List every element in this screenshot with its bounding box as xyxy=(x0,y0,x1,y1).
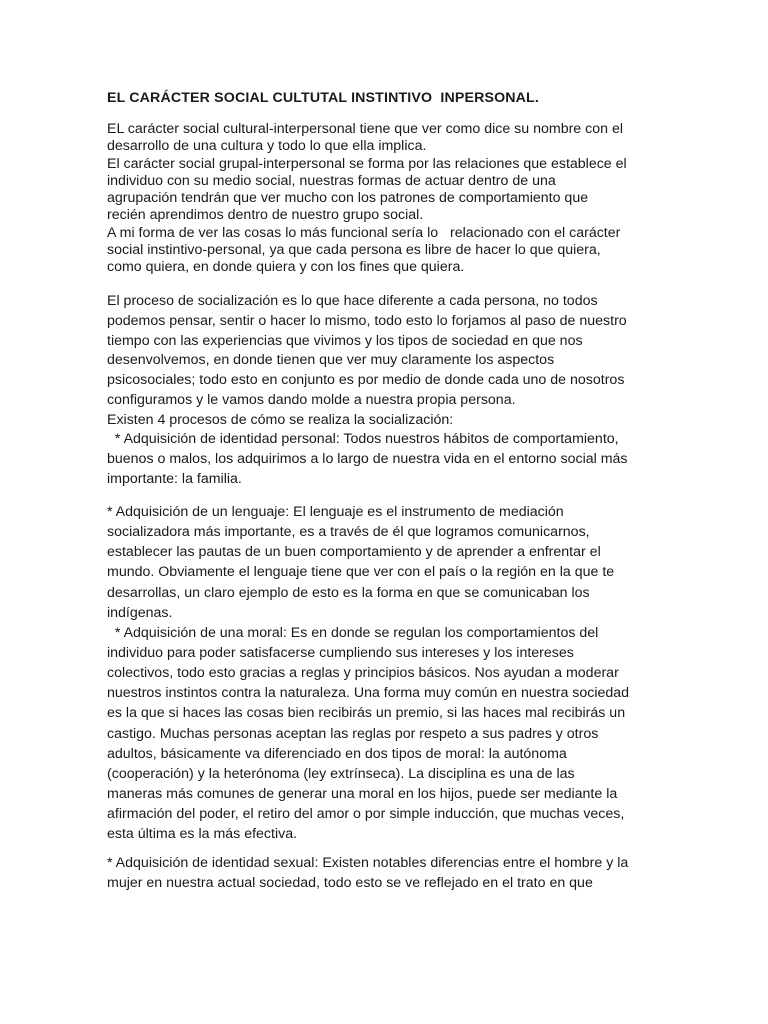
text-line: * Adquisición de identidad personal: Todos nuestros hábitos de comportamiento, xyxy=(107,431,619,448)
text-line: desarrollas, un claro ejemplo de esto es la forma en que se comunicaban los xyxy=(107,584,590,601)
text-line: buenos o malos, los adquirimos a lo largo de nuestra vida en el entorno social más xyxy=(107,451,628,467)
text-line: afirmación del poder, el retiro del amor o por simple inducción, que muchas veces, xyxy=(107,806,625,823)
text-line: colectivos, todo esto gracias a reglas y principios básicos. Nos ayudan a moderar xyxy=(107,665,619,682)
text-line: desenvolvemos, en donde tienen que ver muy claramente los aspectos xyxy=(107,352,555,369)
text-line: mujer en nuestra actual sociedad, todo esto se ve reflejado en el trato en que xyxy=(107,875,593,891)
text-line: maneras más comunes de generar una moral en los hijos, puede ser mediante la xyxy=(107,785,618,802)
text-line: establecer las pautas de un buen comportamiento y de aprender a enfrentar el xyxy=(107,544,601,561)
text-line: individuo para poder satisfacerse cumpliendo sus intereses y los intereses xyxy=(107,644,574,661)
paragraph-block-4 xyxy=(107,853,628,893)
text-line: individuo con su medio social, nuestras formas de actuar dentro de una xyxy=(107,172,556,189)
text-line: esta última es la más efectiva. xyxy=(107,826,298,843)
text-line: (cooperación) y la heterónoma (ley extrínseca). La disciplina es una de las xyxy=(107,765,575,782)
paragraph-block-2 xyxy=(107,292,628,490)
text-line: importante: la familia. xyxy=(107,470,242,487)
text-line: como quiera, en donde quiera y con los fines que quiera. xyxy=(107,259,465,276)
text-line: * Adquisición de una moral: Es en donde se regulan los comportamientos del xyxy=(107,624,599,641)
text-line: Existen 4 procesos de cómo se realiza la socialización: xyxy=(107,411,454,428)
text-line: castigo. Muchas personas aceptan las reglas por respeto a sus padres y otros xyxy=(107,725,599,742)
text-line: socializadora más importante, es a través de él que logramos comunicarnos, xyxy=(107,524,590,541)
document-title: EL CARÁCTER SOCIAL CULTUTAL INSTINTIVO INPERSONAL. xyxy=(107,90,539,106)
text-line: adultos, básicamente va diferenciado en dos tipos de moral: la autónoma xyxy=(107,745,567,762)
text-line: psicosociales; todo esto en conjunto es por medio de donde cada uno de nosotros xyxy=(107,372,625,388)
text-line: podemos pensar, sentir o hacer lo mismo, todo esto lo forjamos al paso de nuestro xyxy=(107,312,627,329)
text-line: tiempo con las experiencias que vivimos y los tipos de sociedad en que nos xyxy=(107,332,583,349)
text-line: El carácter social grupal-interpersonal se forma por las relaciones que establece el xyxy=(107,155,627,172)
text-line: * Adquisición de un lenguaje: El lenguaje es el instrumento de mediación xyxy=(107,504,564,520)
text-line: A mi forma de ver las cosas lo más funcional sería lo relacionado con el carácter xyxy=(107,224,621,241)
text-line: es la que si haces las cosas bien recibirás un premio, si las haces mal recibirás un xyxy=(107,705,626,722)
text-line: desarrollo de una cultura y todo lo que ella implica. xyxy=(107,138,427,155)
text-line: mundo. Obviamente el lenguaje tiene que ver con el país o la región en la que te xyxy=(107,564,615,581)
text-line: configuramos y le vamos dando molde a nuestra propia persona. xyxy=(107,391,516,408)
text-line: recién aprendimos dentro de nuestro grupo social. xyxy=(107,207,424,224)
text-line: EL carácter social cultural-interpersonal tiene que ver como dice su nombre con el xyxy=(107,121,624,137)
text-line: indígenas. xyxy=(107,604,173,621)
text-line: * Adquisición de identidad sexual: Existen notables diferencias entre el hombre y la xyxy=(107,855,629,871)
paragraph-block-3 xyxy=(107,502,629,844)
paragraph-block-1 xyxy=(107,121,627,277)
text-line: nuestros instintos contra la naturaleza. Una forma muy común en nuestra sociedad xyxy=(107,685,630,702)
text-line: social instintivo-personal, ya que cada persona es libre de hacer lo que quiera, xyxy=(107,242,601,259)
text-line: El proceso de socialización es lo que hace diferente a cada persona, no todos xyxy=(107,293,598,309)
text-line: agrupación tendrán que ver mucho con los patrones de comportamiento que xyxy=(107,190,589,207)
